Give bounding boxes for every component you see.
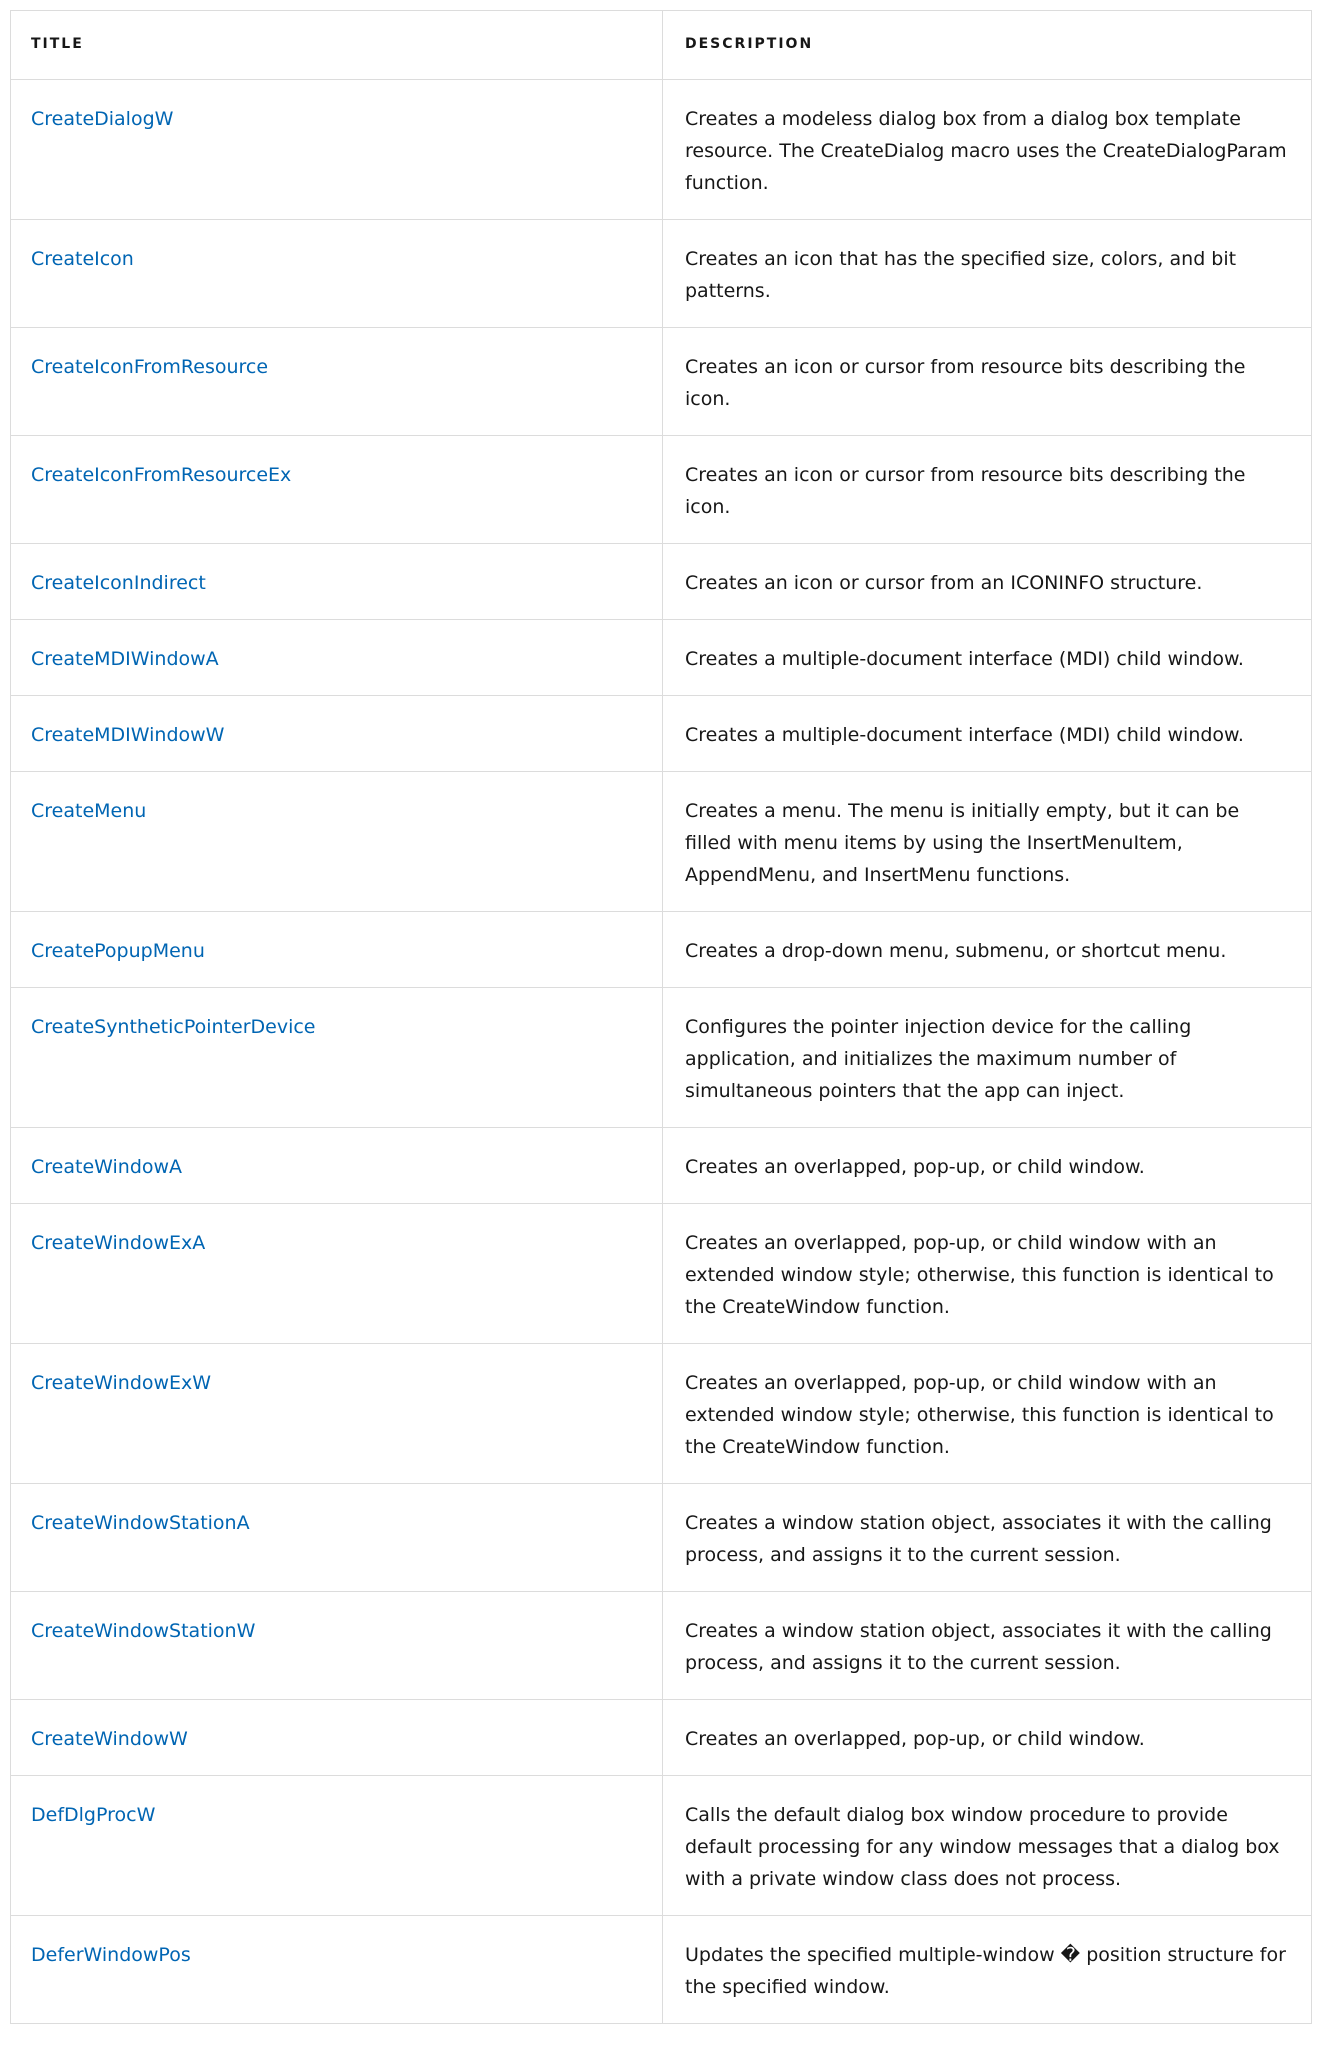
title-cell (11, 1128, 663, 1204)
table-row (11, 1916, 1312, 2024)
table-row (11, 1484, 1312, 1592)
table-row (11, 912, 1312, 988)
description-cell (663, 328, 1312, 436)
description-cell (663, 772, 1312, 912)
description-text: Creates an icon or cursor from resource bits describing the icon. (685, 464, 1246, 518)
table-row (11, 80, 1312, 220)
title-cell (11, 544, 663, 620)
description-text: Configures the pointer injection device for the calling application, and initializes the maximum number of simultaneous pointers that the app can inject. (685, 1016, 1192, 1102)
api-link-createwindowstationw[interactable]: CreateWindowStationW (31, 1620, 256, 1642)
api-link-createwindowa[interactable]: CreateWindowA (31, 1156, 183, 1178)
header-row (11, 11, 1312, 80)
table-row (11, 772, 1312, 912)
table-row (11, 1592, 1312, 1700)
title-cell (11, 1204, 663, 1344)
description-text: Creates a drop-down menu, submenu, or shortcut menu. (685, 940, 1227, 962)
description-text: Creates an icon or cursor from resource bits describing the icon. (685, 356, 1246, 410)
title-cell (11, 328, 663, 436)
description-cell (663, 1344, 1312, 1484)
description-cell (663, 1592, 1312, 1700)
description-text: Creates an icon or cursor from an ICONINFO structure. (685, 572, 1203, 594)
description-cell (663, 1204, 1312, 1344)
table-header (11, 11, 1312, 80)
table-row (11, 436, 1312, 544)
table-row (11, 696, 1312, 772)
table-row (11, 1204, 1312, 1344)
description-cell (663, 988, 1312, 1128)
api-link-createdialogw[interactable]: CreateDialogW (31, 108, 174, 130)
api-link-createmenu[interactable]: CreateMenu (31, 800, 147, 822)
api-link-createiconindirect[interactable]: CreateIconIndirect (31, 572, 206, 594)
description-text: Creates a multiple-document interface (MDI) child window. (685, 648, 1244, 670)
description-cell (663, 696, 1312, 772)
description-cell (663, 1916, 1312, 2024)
description-cell (663, 220, 1312, 328)
table-row (11, 1776, 1312, 1916)
description-cell (663, 620, 1312, 696)
description-text: Creates an overlapped, pop-up, or child window with an extended window style; otherwise, this function is identical to the CreateWindow function. (685, 1232, 1274, 1318)
table-row (11, 220, 1312, 328)
description-text: Creates an overlapped, pop-up, or child window. (685, 1156, 1145, 1178)
description-text: Creates a multiple-document interface (MDI) child window. (685, 724, 1244, 746)
title-cell (11, 1344, 663, 1484)
description-text: Creates an overlapped, pop-up, or child window. (685, 1728, 1145, 1750)
title-cell (11, 772, 663, 912)
description-text: Calls the default dialog box window procedure to provide default processing for any window messages that a dialog box with a private window class does not process. (685, 1804, 1280, 1890)
api-link-deferwindowpos[interactable]: DeferWindowPos (31, 1944, 191, 1966)
api-link-createwindowstationa[interactable]: CreateWindowStationA (31, 1512, 250, 1534)
title-cell (11, 696, 663, 772)
api-link-createiconfromresource[interactable]: CreateIconFromResource (31, 356, 269, 378)
table-row (11, 328, 1312, 436)
table-row (11, 988, 1312, 1128)
api-link-createpopupmenu[interactable]: CreatePopupMenu (31, 940, 205, 962)
table-row (11, 1344, 1312, 1484)
table-row (11, 1700, 1312, 1776)
api-link-createmdiwindoww[interactable]: CreateMDIWindowW (31, 724, 225, 746)
table-row (11, 620, 1312, 696)
functions-table (10, 10, 1312, 2024)
title-cell (11, 1776, 663, 1916)
title-cell (11, 80, 663, 220)
title-cell (11, 912, 663, 988)
title-cell (11, 988, 663, 1128)
description-cell (663, 1128, 1312, 1204)
title-cell (11, 220, 663, 328)
column-header-title: TITLE (11, 11, 663, 80)
description-cell (663, 1700, 1312, 1776)
table-body (11, 80, 1312, 2024)
description-text: Creates an overlapped, pop-up, or child window with an extended window style; otherwise, this function is identical to the CreateWindow function. (685, 1372, 1274, 1458)
description-text: Creates a window station object, associates it with the calling process, and assigns it to the current session. (685, 1620, 1272, 1674)
description-cell (663, 80, 1312, 220)
api-link-createwindowexa[interactable]: CreateWindowExA (31, 1232, 206, 1254)
title-cell (11, 620, 663, 696)
title-cell (11, 1700, 663, 1776)
column-header-description: DESCRIPTION (663, 11, 1312, 80)
title-cell (11, 1592, 663, 1700)
description-text: Creates a modeless dialog box from a dialog box template resource. The CreateDialog macro uses the CreateDialogParam function. (685, 108, 1287, 194)
description-text: Updates the specified multiple-window � position structure for the specified window. (685, 1944, 1286, 1998)
description-cell (663, 544, 1312, 620)
api-link-createiconfromresourceex[interactable]: CreateIconFromResourceEx (31, 464, 292, 486)
description-cell (663, 436, 1312, 544)
description-text: Creates a menu. The menu is initially empty, but it can be filled with menu items by using the InsertMenuItem, AppendMenu, and InsertMenu functions. (685, 800, 1240, 886)
description-text: Creates a window station object, associates it with the calling process, and assigns it to the current session. (685, 1512, 1272, 1566)
api-link-createsyntheticpointerdevice[interactable]: CreateSyntheticPointerDevice (31, 1016, 316, 1038)
title-cell (11, 1916, 663, 2024)
api-link-createmdiwindowa[interactable]: CreateMDIWindowA (31, 648, 219, 670)
title-cell (11, 1484, 663, 1592)
description-cell (663, 912, 1312, 988)
description-cell (663, 1776, 1312, 1916)
table-row (11, 544, 1312, 620)
description-cell (663, 1484, 1312, 1592)
api-link-createicon[interactable]: CreateIcon (31, 248, 134, 270)
table-row (11, 1128, 1312, 1204)
api-link-defdlgprocw[interactable]: DefDlgProcW (31, 1804, 156, 1826)
title-cell (11, 436, 663, 544)
description-text: Creates an icon that has the specified size, colors, and bit patterns. (685, 248, 1237, 302)
api-link-createwindowexw[interactable]: CreateWindowExW (31, 1372, 212, 1394)
api-link-createwindoww[interactable]: CreateWindowW (31, 1728, 188, 1750)
